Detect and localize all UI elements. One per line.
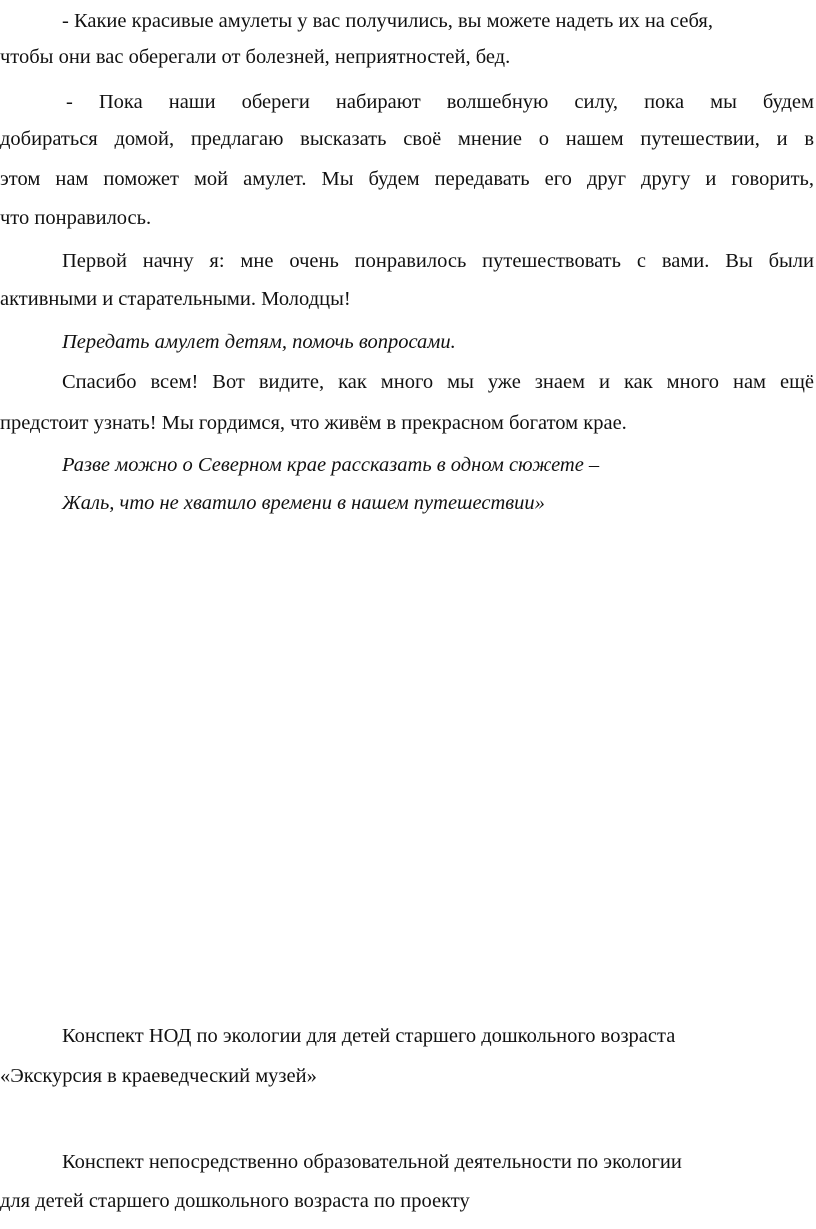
paragraph-3-line-1: Первой начну я: мне очень понравилось путешествовать с вами. Вы были xyxy=(62,250,814,272)
paragraph-5-line-2: предстоит узнать! Мы гордимся, что живём в прекрасном богатом крае. xyxy=(0,412,627,434)
title-1-line-1: Конспект НОД по экологии для детей старшего дошкольного возраста xyxy=(62,1025,676,1047)
paragraph-5-line-1: Спасибо всем! Вот видите, как много мы уже знаем и как много нам ещё xyxy=(62,371,814,393)
paragraph-3-line-2: активными и старательными. Молодцы! xyxy=(0,288,351,310)
paragraph-2-line-4: что понравилось. xyxy=(0,207,152,229)
paragraph-2-line-3: этом нам поможет мой амулет. Мы будем передавать его друг другу и говорить, xyxy=(0,168,814,190)
paragraph-1-line-2: чтобы они вас оберегали от болезней, неприятностей, бед. xyxy=(0,46,511,68)
paragraph-6-italic-line-1: Разве можно о Северном крае рассказать в одном сюжете – xyxy=(62,454,600,476)
title-2-line-2: для детей старшего дошкольного возраста по проекту xyxy=(0,1190,470,1212)
paragraph-4-italic-instruction: Передать амулет детям, помочь вопросами. xyxy=(62,331,456,353)
title-1-line-2: «Экскурсия в краеведческий музей» xyxy=(0,1065,317,1087)
title-2-line-1: Конспект непосредственно образовательной деятельности по экологии xyxy=(62,1151,682,1173)
paragraph-1-line-1: - Какие красивые амулеты у вас получились, вы можете надеть их на себя, xyxy=(62,10,713,32)
paragraph-2-line-2: добираться домой, предлагаю высказать своё мнение о нашем путешествии, и в xyxy=(0,128,814,150)
paragraph-2-line-1: - Пока наши обереги набирают волшебную силу, пока мы будем xyxy=(66,91,814,113)
paragraph-6-italic-line-2: Жаль, что не хватило времени в нашем путешествии» xyxy=(62,492,545,514)
